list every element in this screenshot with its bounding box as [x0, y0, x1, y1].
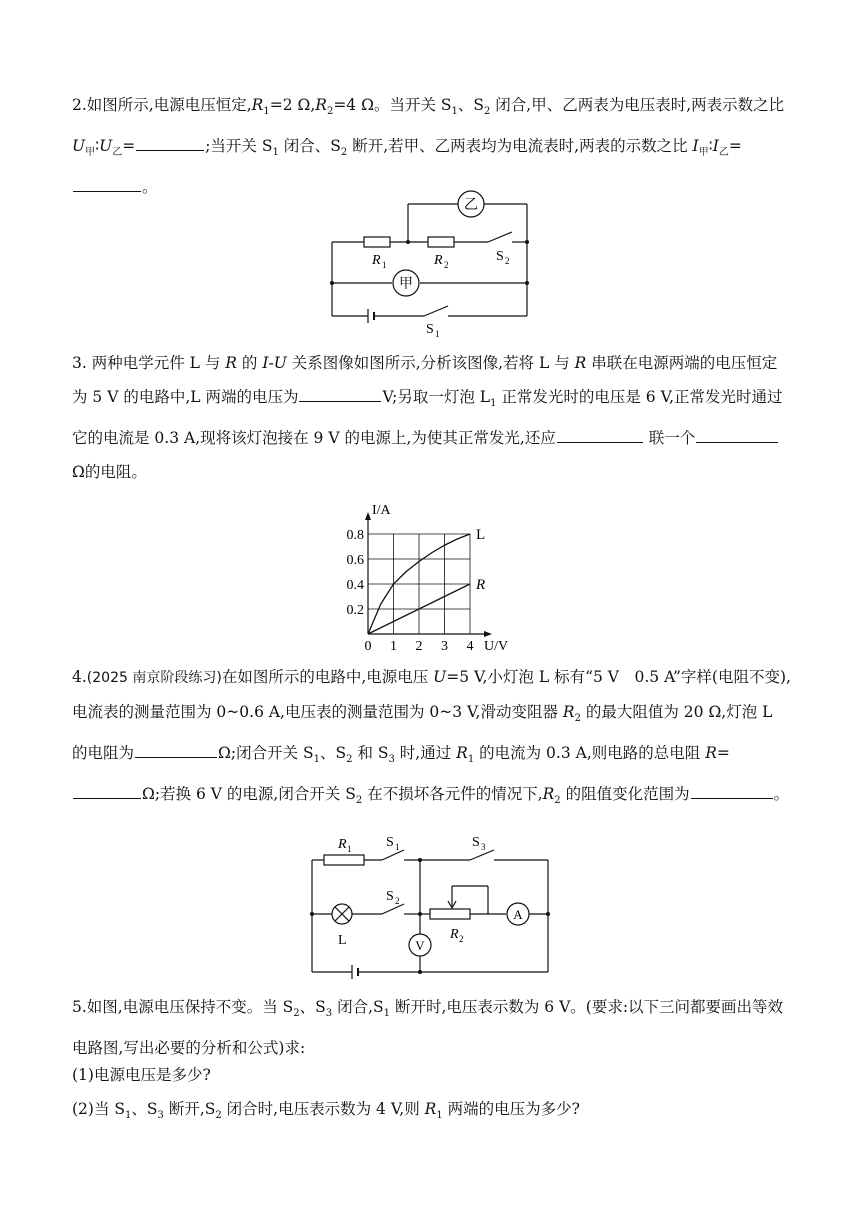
- text: (2)当 S: [72, 1100, 126, 1118]
- y-axis-arrow: [365, 512, 371, 520]
- question-5: [72, 990, 792, 1065]
- sub: 3: [388, 754, 395, 766]
- var-r2: R: [542, 785, 555, 804]
- y-tick-label: 0.2: [346, 603, 364, 618]
- answer-blank[interactable]: [73, 780, 141, 799]
- question-number: 2.: [72, 96, 87, 114]
- text: ∶: [708, 137, 713, 156]
- meter-jia-label: 甲: [399, 277, 413, 292]
- text: 闭合时,电压表示数为 4 V,则: [221, 1100, 425, 1118]
- resistor-r1: [364, 237, 390, 247]
- answer-blank[interactable]: [299, 383, 381, 402]
- question-number: 5.: [72, 998, 87, 1016]
- label-s2-sub: 2: [395, 896, 400, 906]
- sub: 2: [554, 795, 561, 807]
- var-i-jia: I: [692, 137, 699, 156]
- text: 关系图像如图所示,分析该图像,若将 L 与: [286, 354, 575, 372]
- source-note: (2025 南京阶段练习): [86, 670, 222, 686]
- text: 断开时,电压表示数为 6 V。(要求:以下三问都要画出等效电路图,写出必要的分析和公式)求:: [72, 998, 784, 1058]
- series-label-R: R: [476, 577, 486, 593]
- text: 的: [236, 354, 263, 372]
- var-u-yi: U: [99, 137, 113, 156]
- meter-yi-label: 乙: [464, 198, 478, 213]
- x-axis-label: U/V: [484, 639, 509, 652]
- x-axis-arrow: [484, 631, 492, 637]
- ammeter-label: A: [513, 907, 523, 922]
- text: 、S: [320, 744, 347, 763]
- var-u: U: [433, 668, 447, 686]
- var-i-yi: I: [712, 137, 719, 156]
- switch-s2[interactable]: [382, 904, 404, 914]
- x-tick-label: 1: [390, 639, 397, 652]
- text: 在不损坏各元件的情况下,: [362, 785, 543, 804]
- var-r2: R: [562, 703, 575, 721]
- text: 闭合、S: [278, 137, 341, 156]
- sub: 2: [355, 795, 363, 807]
- sub: 3: [157, 1110, 164, 1122]
- label-s3-sub: 3: [481, 842, 486, 852]
- var-r: R: [574, 354, 587, 372]
- var-r: R: [705, 744, 717, 763]
- y-tick-label: 0.6: [346, 553, 364, 568]
- sub: 1: [451, 106, 458, 118]
- var-r: R: [225, 354, 237, 372]
- text: ;当开关 S: [205, 137, 273, 156]
- question-number: 4.: [72, 668, 87, 686]
- label-s2: S: [386, 889, 394, 904]
- text: 的阻值变化范围为: [560, 785, 690, 804]
- text: =: [122, 137, 136, 156]
- label-r2: R: [434, 253, 443, 268]
- sub: 2: [346, 754, 353, 766]
- var-r1: R: [424, 1100, 437, 1118]
- sub: 1: [272, 147, 279, 159]
- sub: 2: [293, 1008, 300, 1020]
- text: 、S: [299, 998, 326, 1016]
- y-axis-label: I/A: [372, 503, 391, 518]
- label-s1: S: [386, 835, 394, 850]
- voltmeter-label: V: [415, 938, 425, 953]
- chart-labels: [347, 503, 509, 652]
- label-r1-sub: 1: [347, 844, 352, 854]
- label-l: L: [338, 933, 347, 948]
- text: 时,通过: [394, 744, 457, 763]
- circuit-diagram-q4: [300, 826, 560, 982]
- resistor-r1: [324, 855, 364, 865]
- var-r2: R: [315, 96, 327, 114]
- sub: 1: [263, 106, 270, 118]
- resistor-r2: [428, 237, 454, 247]
- text: 如图所示,电源电压恒定,: [86, 96, 252, 114]
- switch-s2[interactable]: [488, 232, 512, 242]
- text: 在如图所示的电路中,电源电压: [221, 668, 434, 686]
- label-r1: R: [372, 253, 381, 268]
- x-tick-label: 4: [466, 639, 474, 652]
- label-s1: S: [426, 322, 434, 337]
- text: 串联在电源两端的电压恒定为 5 V 的电路中,L 两端的电压为: [72, 354, 778, 406]
- label-s3: S: [472, 835, 480, 850]
- answer-blank[interactable]: [73, 173, 141, 192]
- series-label-L: L: [476, 527, 486, 543]
- question-4: [72, 660, 792, 818]
- text: Ω;闭合开关 S: [218, 744, 314, 763]
- switch-s1[interactable]: [382, 850, 404, 860]
- chart-axes: [365, 512, 492, 637]
- label-s2: S: [496, 249, 504, 264]
- answer-blank[interactable]: [696, 424, 778, 443]
- var-r1: R: [456, 744, 468, 763]
- text: 、S: [457, 96, 484, 114]
- sub: 1: [125, 1110, 132, 1122]
- sub: 2: [484, 106, 491, 118]
- text: Ω的电阻。: [72, 463, 147, 482]
- text: 闭合,S: [332, 998, 384, 1016]
- label-s1-sub: 1: [435, 329, 440, 338]
- text: =4 Ω。当开关 S: [333, 96, 452, 114]
- text: 正常发光时的电压是 6 V,正常发光时通过它的电流是 0.3 A,现将该灯泡接在 9 V 的电源上,为使其正常发光,还应: [72, 388, 783, 448]
- text: =: [716, 744, 730, 763]
- y-tick-label: 0.4: [346, 578, 364, 593]
- text: Ω;若换 6 V 的电源,闭合开关 S: [142, 785, 356, 804]
- label-r2: R: [450, 927, 459, 942]
- text: =5 V,小灯泡 L 标有“5 V 0.5 A”字样(电阻不变),电流表的测量范围为 0~0.6 A,电压表的测量范围为 0~3 V,滑动变阻器: [72, 668, 791, 721]
- chart-grid: [368, 534, 470, 634]
- label-s1-sub: 1: [395, 842, 400, 852]
- x-tick-label: 0: [364, 639, 372, 652]
- text: 断开,S: [163, 1100, 216, 1118]
- iu-chart: [330, 488, 530, 652]
- circuit-diagram-q2: [320, 182, 540, 338]
- question-5-part-1: [72, 1058, 792, 1092]
- sub: 乙: [112, 147, 123, 159]
- question-5-part-2: [72, 1092, 792, 1133]
- sub: 1: [436, 1110, 443, 1122]
- sub: 2: [215, 1110, 222, 1122]
- text: =2 Ω,: [269, 96, 316, 114]
- label-s2-sub: 2: [505, 256, 510, 266]
- label-r2-sub: 2: [459, 934, 464, 944]
- text: ∶: [95, 137, 100, 156]
- text: 如图,电源电压保持不变。当 S: [86, 998, 294, 1016]
- sub: 1: [467, 754, 475, 766]
- var-r1: R: [251, 96, 264, 114]
- text: 联一个: [648, 429, 696, 448]
- text: 的电流为 0.3 A,则电路的总电阻: [474, 744, 706, 763]
- text: 。: [773, 785, 790, 804]
- answer-blank[interactable]: [691, 780, 773, 799]
- x-tick-label: 2: [415, 639, 423, 652]
- text: V;另取一灯泡 L: [382, 388, 491, 406]
- text: 和 S: [352, 744, 389, 763]
- sub: 2: [574, 713, 581, 725]
- sub: 3: [325, 1008, 333, 1020]
- sub: 乙: [718, 147, 729, 159]
- x-tick-label: 3: [441, 639, 448, 652]
- sub: 2: [340, 147, 348, 159]
- text: 。: [142, 178, 158, 197]
- text: 、S: [131, 1100, 158, 1118]
- label-r1-sub: 1: [382, 260, 387, 270]
- text: 两种电学元件 L 与: [91, 354, 226, 372]
- question-number: 3.: [72, 354, 92, 372]
- answer-blank[interactable]: [135, 739, 217, 758]
- sub: 1: [490, 398, 497, 410]
- text: (1)电源电压是多少?: [72, 1066, 211, 1084]
- text: =: [728, 137, 742, 156]
- sub: 甲: [698, 147, 709, 159]
- rheostat-r2: [430, 909, 470, 919]
- var-iu: I-U: [262, 354, 287, 372]
- var-u-jia: U: [72, 137, 86, 156]
- label-r1: R: [338, 837, 347, 852]
- sub: 甲: [85, 147, 96, 159]
- text: 两端的电压为多少?: [442, 1100, 580, 1118]
- sub: 2: [326, 106, 334, 118]
- text: 断开,若甲、乙两表均为电流表时,两表的示数之比: [347, 137, 688, 156]
- sub: 1: [313, 754, 321, 766]
- sub: 1: [383, 1008, 391, 1020]
- label-r2-sub: 2: [444, 260, 449, 270]
- answer-blank[interactable]: [136, 132, 204, 151]
- answer-blank[interactable]: [557, 424, 643, 443]
- question-3: [72, 346, 792, 489]
- text: 闭合,甲、乙两表为电压表时,两表示数之比: [490, 96, 785, 114]
- text: 的最大阻值为 20 Ω,灯泡 L 的电阻为: [72, 703, 773, 763]
- y-tick-label: 0.8: [346, 528, 364, 543]
- switch-s1[interactable]: [424, 306, 448, 316]
